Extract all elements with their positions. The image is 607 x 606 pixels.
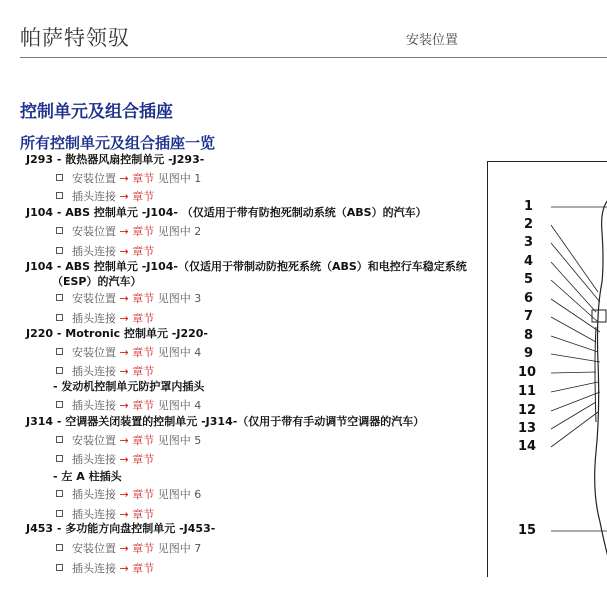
callout-leader-14 — [551, 412, 598, 447]
figure-number: 2 — [194, 225, 202, 238]
figure-number: 6 — [194, 488, 202, 501]
list-item-plug-connection — [56, 399, 201, 413]
callout-number-12: 12 — [518, 403, 537, 418]
chapter-link[interactable]: 章节 — [132, 225, 155, 238]
list-item-install-location — [56, 434, 201, 448]
bullet-icon — [56, 227, 63, 234]
list-item-plug-connection — [56, 312, 154, 326]
bullet-icon — [56, 510, 63, 517]
callout-number-1: 1 — [524, 199, 534, 214]
chapter-link[interactable]: 章节 — [132, 292, 155, 305]
arrow-right-icon: → — [119, 562, 129, 575]
chapter-link[interactable]: 章节 — [132, 346, 155, 359]
entry-left-a-pillar-plug: - 左 A 柱插头 — [53, 470, 122, 483]
section-title: 控制单元及组合插座 — [20, 102, 173, 122]
bullet-icon — [56, 455, 63, 462]
entry-j104-abs: J104 - ABS 控制单元 -J104- （仅适用于带有防抱死制动系统（ABS）的汽车） — [26, 206, 427, 219]
arrow-right-icon: → — [119, 292, 129, 305]
callout-number-15: 15 — [518, 523, 537, 538]
callout-leader-13 — [551, 402, 596, 429]
list-item-install-location — [56, 542, 201, 556]
figure-number: 1 — [194, 172, 202, 185]
callout-leader-12 — [551, 392, 600, 411]
bullet-icon — [56, 314, 63, 321]
chapter-link[interactable]: 章节 — [132, 365, 155, 378]
arrow-right-icon: → — [119, 190, 129, 203]
arrow-right-icon: → — [119, 346, 129, 359]
plug-connection-label: 插头连接 — [72, 508, 116, 521]
arrow-right-icon: → — [119, 312, 129, 325]
list-item-install-location — [56, 292, 201, 306]
chapter-link[interactable]: 章节 — [132, 488, 155, 501]
figure-number: 3 — [194, 292, 202, 305]
callout-number-2: 2 — [524, 217, 534, 232]
callout-leader-10 — [551, 372, 596, 373]
callout-number-6: 6 — [524, 291, 534, 306]
figure-number: 5 — [194, 434, 202, 447]
callout-leader-6 — [551, 299, 600, 332]
plug-connection-label: 插头连接 — [72, 399, 116, 412]
plug-connection-label: 插头连接 — [72, 488, 116, 501]
arrow-right-icon: → — [119, 399, 129, 412]
bullet-icon — [56, 174, 63, 181]
callout-leader-9 — [551, 354, 600, 362]
callout-number-8: 8 — [524, 328, 534, 343]
plug-connection-label: 插头连接 — [72, 245, 116, 258]
see-figure-label: 见图中 — [157, 292, 191, 305]
install-location-label: 安装位置 — [72, 225, 116, 238]
arrow-right-icon: → — [119, 434, 129, 447]
chapter-link[interactable]: 章节 — [132, 542, 155, 555]
chapter-link[interactable]: 章节 — [132, 399, 155, 412]
callout-number-5: 5 — [524, 272, 534, 287]
chapter-link[interactable]: 章节 — [132, 312, 155, 325]
callout-number-4: 4 — [524, 254, 534, 269]
list-item-plug-connection — [56, 453, 154, 467]
install-location-label: 安装位置 — [72, 346, 116, 359]
see-figure-label: 见图中 — [157, 434, 191, 447]
see-figure-label: 见图中 — [157, 172, 191, 185]
callout-number-14: 14 — [518, 439, 537, 454]
document-section-name: 安装位置 — [406, 33, 459, 48]
install-location-label: 安装位置 — [72, 292, 116, 305]
plug-connection-label: 插头连接 — [72, 190, 116, 203]
list-item-install-location — [56, 346, 201, 360]
callout-leader-5 — [551, 280, 598, 322]
arrow-right-icon: → — [119, 245, 129, 258]
arrow-right-icon: → — [119, 542, 129, 555]
chapter-link[interactable]: 章节 — [132, 562, 155, 575]
bullet-icon — [56, 401, 63, 408]
arrow-right-icon: → — [119, 508, 129, 521]
list-item-plug-connection — [56, 365, 154, 379]
bullet-icon — [56, 564, 63, 571]
callout-number-3: 3 — [524, 235, 534, 250]
see-figure-label: 见图中 — [157, 542, 191, 555]
plug-connection-label: 插头连接 — [72, 453, 116, 466]
list-item-plug-connection — [56, 488, 201, 502]
bullet-icon — [56, 544, 63, 551]
callout-leader-3 — [551, 243, 600, 302]
see-figure-label: 见图中 — [157, 346, 191, 359]
figure-number: 4 — [194, 346, 202, 359]
see-figure-label: 见图中 — [157, 488, 191, 501]
entry-j453: J453 - 多功能方向盘控制单元 -J453- — [26, 522, 216, 535]
subsection-title: 所有控制单元及组合插座一览 — [20, 134, 216, 152]
vehicle-outline-drawing — [488, 162, 607, 577]
callout-number-11: 11 — [518, 384, 537, 399]
list-item-plug-connection — [56, 508, 154, 522]
arrow-right-icon: → — [119, 225, 129, 238]
callout-leader-2 — [551, 225, 598, 292]
document-brand: 帕萨特领驭 — [20, 26, 130, 50]
callout-number-7: 7 — [524, 309, 534, 324]
plug-connection-label: 插头连接 — [72, 312, 116, 325]
entry-line: J104 - ABS 控制单元 -J104-（仅适用于带制动防抱死系统（ABS）和电控行车稳定系统 — [26, 260, 467, 273]
chapter-link[interactable]: 章节 — [132, 453, 155, 466]
chapter-link[interactable]: 章节 — [132, 172, 155, 185]
callout-number-10: 10 — [518, 365, 537, 380]
figure-number: 4 — [194, 399, 202, 412]
entry-j104-abs-esp — [26, 259, 467, 289]
list-item-plug-connection — [56, 245, 154, 259]
arrow-right-icon: → — [119, 172, 129, 185]
bullet-icon — [56, 436, 63, 443]
chapter-link[interactable]: 章节 — [132, 245, 155, 258]
install-location-label: 安装位置 — [72, 172, 116, 185]
chapter-link[interactable]: 章节 — [132, 508, 155, 521]
entry-j293: J293 - 散热器风扇控制单元 -J293- — [26, 153, 205, 166]
callout-number-9: 9 — [524, 346, 534, 361]
see-figure-label: 见图中 — [157, 225, 191, 238]
install-location-label: 安装位置 — [72, 434, 116, 447]
list-item-install-location — [56, 172, 201, 186]
install-location-label: 安装位置 — [72, 542, 116, 555]
header-divider — [20, 57, 607, 58]
entry-line-continued: （ESP）的汽车） — [52, 275, 142, 288]
bullet-icon — [56, 367, 63, 374]
entry-j220: J220 - Motronic 控制单元 -J220- — [26, 327, 208, 340]
see-figure-label: 见图中 — [157, 399, 191, 412]
bullet-icon — [56, 348, 63, 355]
arrow-right-icon: → — [119, 365, 129, 378]
chapter-link[interactable]: 章节 — [132, 434, 155, 447]
callout-leader-8 — [551, 336, 598, 352]
plug-connection-label: 插头连接 — [72, 365, 116, 378]
bullet-icon — [56, 490, 63, 497]
arrow-right-icon: → — [119, 453, 129, 466]
plug-connection-label: 插头连接 — [72, 562, 116, 575]
list-item-install-location — [56, 225, 201, 239]
vehicle-layout-figure — [487, 161, 607, 577]
entry-j314: J314 - 空调器关闭装置的控制单元 -J314-（仅用于带有手动调节空调器的汽车） — [26, 415, 425, 428]
chapter-link[interactable]: 章节 — [132, 190, 155, 203]
entry-engine-control-plug: - 发动机控制单元防护罩内插头 — [53, 380, 205, 393]
bullet-icon — [56, 192, 63, 199]
list-item-plug-connection — [56, 190, 154, 204]
callout-number-13: 13 — [518, 421, 537, 436]
list-item-plug-connection — [56, 562, 154, 576]
arrow-right-icon: → — [119, 488, 129, 501]
figure-number: 7 — [194, 542, 202, 555]
bullet-icon — [56, 294, 63, 301]
bullet-icon — [56, 247, 63, 254]
callout-leader-11 — [551, 382, 598, 392]
